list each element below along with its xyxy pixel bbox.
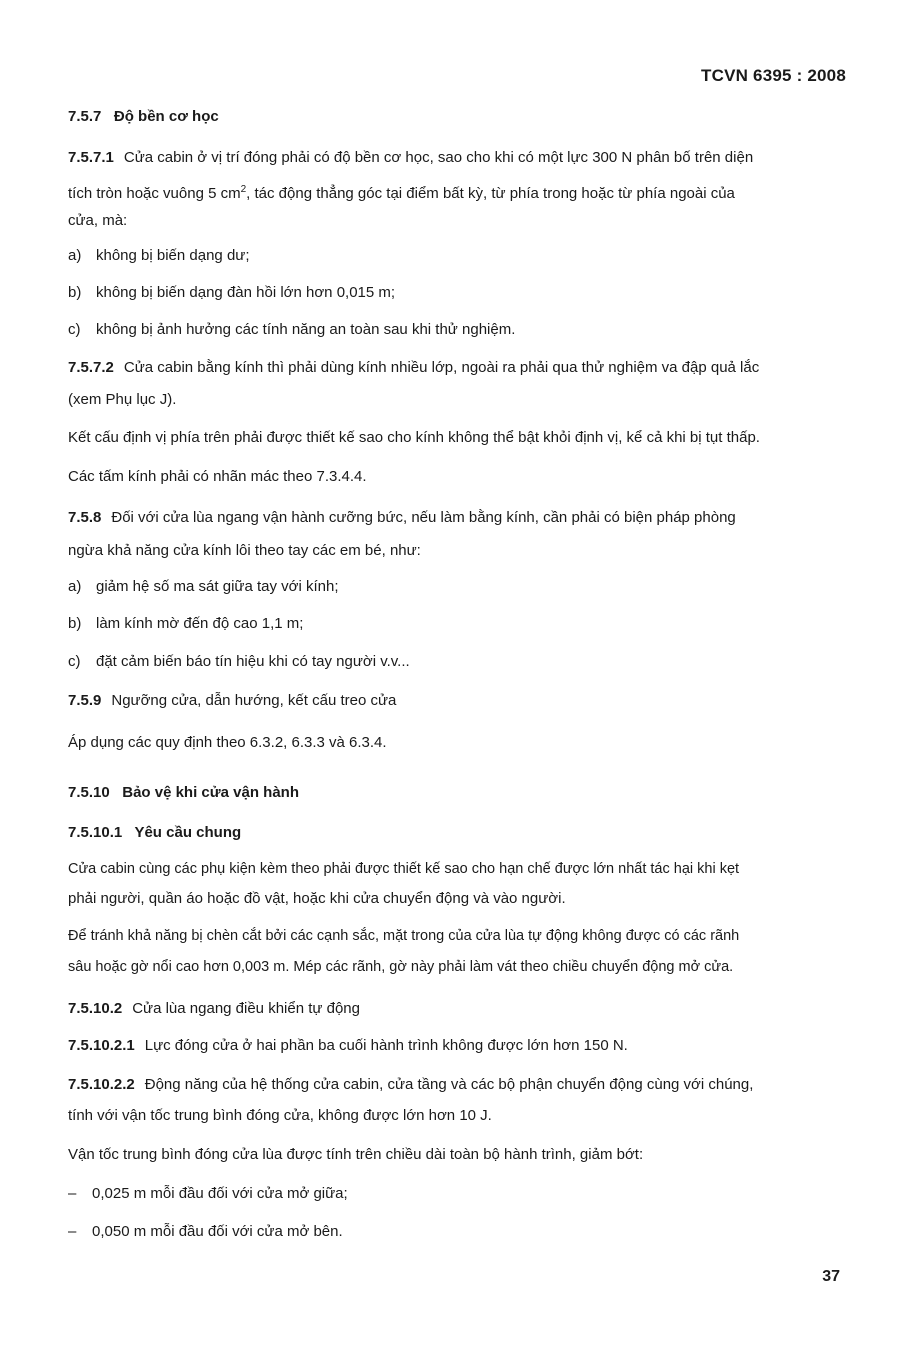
heading-number: 7.5.10 [68, 784, 110, 801]
list-marker: b) [68, 615, 82, 632]
clause-number: 7.5.10.2 [68, 1000, 123, 1017]
paragraph-7-5-10-2-2-line2: tính với vận tốc trung bình đóng cửa, không được lớn hơn 10 J. [68, 1107, 492, 1124]
list-item-text: đặt cảm biến báo tín hiệu khi có tay người v.v... [96, 653, 410, 670]
list-item-text: không bị biến dạng dư; [96, 247, 250, 264]
paragraph-text: Cửa cabin bằng kính thì phải dùng kính nhiều lớp, ngoài ra phải qua thử nghiệm va đập quả lắc [123, 359, 760, 376]
paragraph-text: tích tròn hoặc vuông 5 cm [68, 185, 241, 202]
clause-number: 7.5.10.2.2 [68, 1076, 135, 1093]
heading-7-5-7 [68, 107, 846, 127]
paragraph-text: Cửa lùa ngang điều khiển tự động [132, 1000, 360, 1017]
list-marker: a) [68, 578, 82, 595]
paragraph-cua-cabin-line1: Cửa cabin cùng các phụ kiện kèm theo phải được thiết kế sao cho hạn chế được lớn nhất tác hại khi kẹt [68, 861, 740, 877]
list-item [68, 283, 846, 303]
paragraph-text: Động năng của hệ thống cửa cabin, cửa tầng và các bộ phận chuyển động cùng với chúng, [144, 1076, 754, 1093]
paragraph-text: Ngưỡng cửa, dẫn hướng, kết cấu treo cửa [111, 692, 397, 709]
paragraph-cac-tam: Các tấm kính phải có nhãn mác theo 7.3.4.4. [68, 468, 367, 485]
paragraph-ap-dung: Áp dụng các quy định theo 6.3.2, 6.3.3 và 6.3.4. [68, 734, 387, 751]
paragraph-7-5-7-2-line1 [68, 358, 846, 378]
paragraph-ket-cau: Kết cấu định vị phía trên phải được thiết kế sao cho kính không thể bật khỏi định vị, kể cả khi bị tụt thấp. [68, 429, 760, 446]
list-marker: c) [68, 321, 81, 338]
list-item-text: 0,050 m mỗi đầu đối với cửa mở bên. [92, 1223, 343, 1240]
paragraph-de-tranh-line1: Để tránh khả năng bị chèn cắt bởi các cạnh sắc, mặt trong của cửa lùa tự động không được có các rãnh [68, 928, 740, 944]
paragraph-text: Cửa cabin ở vị trí đóng phải có độ bền cơ học, sao cho khi có một lực 300 N phân bố trên diện [123, 149, 754, 166]
paragraph-7-5-8-line2: ngừa khả năng cửa kính lôi theo tay các em bé, như: [68, 542, 421, 559]
paragraph-7-5-10-2 [68, 999, 846, 1019]
paragraph-7-5-8-line1 [68, 508, 846, 528]
paragraph-text: Đối với cửa lùa ngang vận hành cưỡng bức, nếu làm bằng kính, cần phải có biện pháp phòng [111, 509, 736, 526]
list-item [68, 652, 846, 672]
heading-title: Bảo vệ khi cửa vận hành [122, 784, 299, 801]
superscript: 2 [240, 184, 247, 195]
list-marker: b) [68, 284, 82, 301]
list-item-text: không bị ảnh hưởng các tính năng an toàn sau khi thử nghiệm. [96, 321, 516, 338]
paragraph-cua-cabin-line2: phải người, quần áo hoặc đồ vật, hoặc khi cửa chuyển động và vào người. [68, 890, 566, 907]
list-item [68, 320, 846, 340]
clause-number: 7.5.9 [68, 692, 102, 709]
clause-number: 7.5.7.2 [68, 359, 114, 376]
heading-7-5-10-1 [68, 823, 846, 843]
paragraph-7-5-10-2-2-line1 [68, 1075, 846, 1095]
dash-marker: – [68, 1185, 77, 1202]
list-item-text: không bị biến dạng đàn hồi lớn hơn 0,015 m; [96, 284, 396, 301]
heading-number: 7.5.10.1 [68, 824, 123, 841]
heading-number: 7.5.7 [68, 108, 102, 125]
list-item [68, 614, 846, 634]
heading-title: Yêu cầu chung [134, 824, 242, 841]
paragraph-text: Lực đóng cửa ở hai phần ba cuối hành trình không được lớn hơn 150 N. [144, 1037, 628, 1054]
list-item-text: giảm hệ số ma sát giữa tay với kính; [96, 578, 339, 595]
list-item [68, 246, 846, 266]
clause-number: 7.5.7.1 [68, 149, 114, 166]
list-marker: a) [68, 247, 82, 264]
heading-title: Độ bền cơ học [113, 108, 219, 125]
list-item [68, 577, 846, 597]
list-item-text: làm kính mờ đến độ cao 1,1 m; [96, 615, 304, 632]
clause-number: 7.5.8 [68, 509, 102, 526]
paragraph-7-5-7-1-line2 [68, 180, 846, 204]
list-item-text: 0,025 m mỗi đầu đối với cửa mở giữa; [92, 1185, 348, 1202]
standard-code: TCVN 6395 : 2008 [701, 66, 846, 85]
clause-number: 7.5.10.2.1 [68, 1037, 135, 1054]
paragraph-7-5-7-2-line2: (xem Phụ lục J). [68, 391, 177, 408]
paragraph-7-5-7-1-line1 [68, 148, 846, 168]
paragraph-7-5-7-1-line3: cửa, mà: [68, 212, 128, 229]
dash-marker: – [68, 1223, 77, 1240]
paragraph-7-5-10-2-1 [68, 1036, 846, 1056]
dash-list-item [68, 1222, 846, 1242]
page-number: 37 [822, 1268, 840, 1285]
paragraph-7-5-9 [68, 691, 846, 711]
paragraph-van-toc: Vận tốc trung bình đóng cửa lùa được tính trên chiều dài toàn bộ hành trình, giảm bớt: [68, 1146, 644, 1163]
list-marker: c) [68, 653, 81, 670]
heading-7-5-10 [68, 783, 846, 803]
paragraph-text: , tác động thẳng góc tại điểm bất kỳ, từ phía trong hoặc từ phía ngoài của [246, 185, 735, 202]
paragraph-de-tranh-line2: sâu hoặc gờ nổi cao hơn 0,003 m. Mép các rãnh, gờ này phải làm vát theo chiều chuyển động mở cửa. [68, 959, 734, 975]
dash-list-item [68, 1184, 846, 1204]
